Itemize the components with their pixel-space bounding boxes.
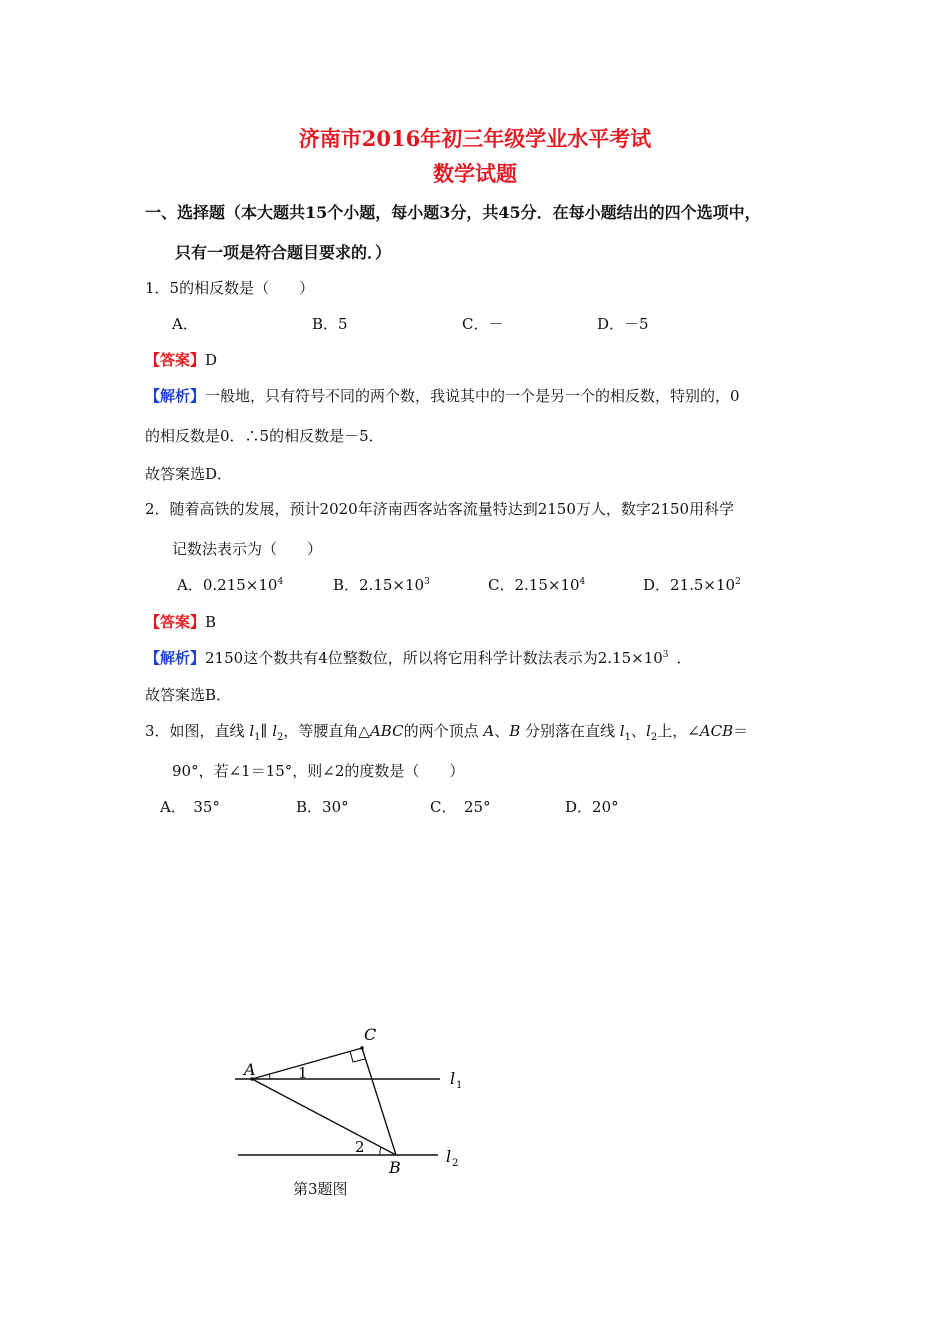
answer-tag: 【答案】 [145, 351, 206, 369]
q1-option-d: D．－5 [597, 315, 649, 333]
q1-option-c: C．－ [462, 315, 504, 333]
q3-stem-line1: 3．如图，直线 $l_1\parallel$ $l_2$，等腰直角△ABC的两个顶点 A、B 分别落在直线 $l_1$、$l_2$上，∠ACB＝ [145, 722, 749, 743]
q2-option-b: B．$2.15\times 10^3$ [333, 576, 430, 594]
q3-option-c: C． 25° [430, 798, 491, 816]
document-title: 济南市2016年初三年级学业水平考试 [298, 126, 652, 151]
q2-analysis-row: 【解析】2150这个数共有4位整数位，所以将它用科学计数法表示为$2.15\times 10^3$ ． [145, 649, 692, 667]
answer-tag: 【答案】 [145, 613, 206, 631]
q1-analysis-line1: 一般地，只有符号不同的两个数，我说其中的一个是另一个的相反数，特别的，0 [205, 387, 740, 405]
q2-option-d: D．$21.5\times 10^2$ [643, 576, 741, 594]
q1-conclusion: 故答案选D． [145, 465, 233, 483]
label-l1: l [450, 1069, 456, 1088]
analysis-tag: 【解析】 [145, 649, 206, 667]
section-heading-line1: 一、选择题（本大题共15个小题，每小题3分，共45分．在每小题结出的四个选项中， [145, 203, 761, 222]
angle-1-arc [269, 1074, 270, 1079]
q1-option-b: B．5 [312, 315, 348, 333]
vertex-c-dot [360, 1046, 364, 1050]
label-l2: l [446, 1147, 452, 1166]
angle-2-arc [380, 1147, 381, 1155]
label-b: B [389, 1158, 401, 1177]
q1-option-a: A． [172, 315, 198, 333]
label-l1-sub: 1 [456, 1080, 463, 1091]
label-a: A [244, 1060, 256, 1079]
q1-stem: 1．5的相反数是（ ） [145, 279, 315, 297]
label-c: C [364, 1025, 377, 1044]
label-l2-sub: 2 [452, 1158, 459, 1169]
q2-stem-line2: 记数法表示为（ ） [172, 540, 323, 558]
figure-caption: 第3题图 [293, 1180, 348, 1198]
segment-ab [252, 1079, 396, 1155]
q2-option-c: C．$2.15\times 10^4$ [488, 576, 586, 594]
segment-cb [362, 1048, 396, 1155]
q3-option-a: A． 35° [160, 798, 220, 816]
document-subtitle: 数学试题 [433, 161, 517, 186]
q2-stem-line1: 2．随着高铁的发展，预计2020年济南西客站客流量特达到2150万人，数字2150用科学 [145, 500, 735, 518]
q3-option-d: D．20° [565, 798, 619, 816]
label-angle-2: 2 [355, 1138, 365, 1156]
q2-conclusion: 故答案选B． [145, 686, 232, 704]
q2-answer: B [205, 613, 217, 631]
q1-answer: D [205, 351, 218, 369]
q1-analysis-line2: 的相反数是0．∴5的相反数是－5． [145, 427, 384, 445]
label-angle-1: 1 [298, 1064, 308, 1082]
q3-stem-line2: 90°，若∠1＝15°，则∠2的度数是（ ） [172, 762, 465, 780]
section-heading-line2: 只有一项是符合题目要求的．） [175, 243, 392, 262]
analysis-tag: 【解析】 [145, 387, 206, 405]
q3-option-b: B．30° [296, 798, 349, 816]
q2-option-a: A．$0.215\times 10^4$ [177, 576, 284, 594]
